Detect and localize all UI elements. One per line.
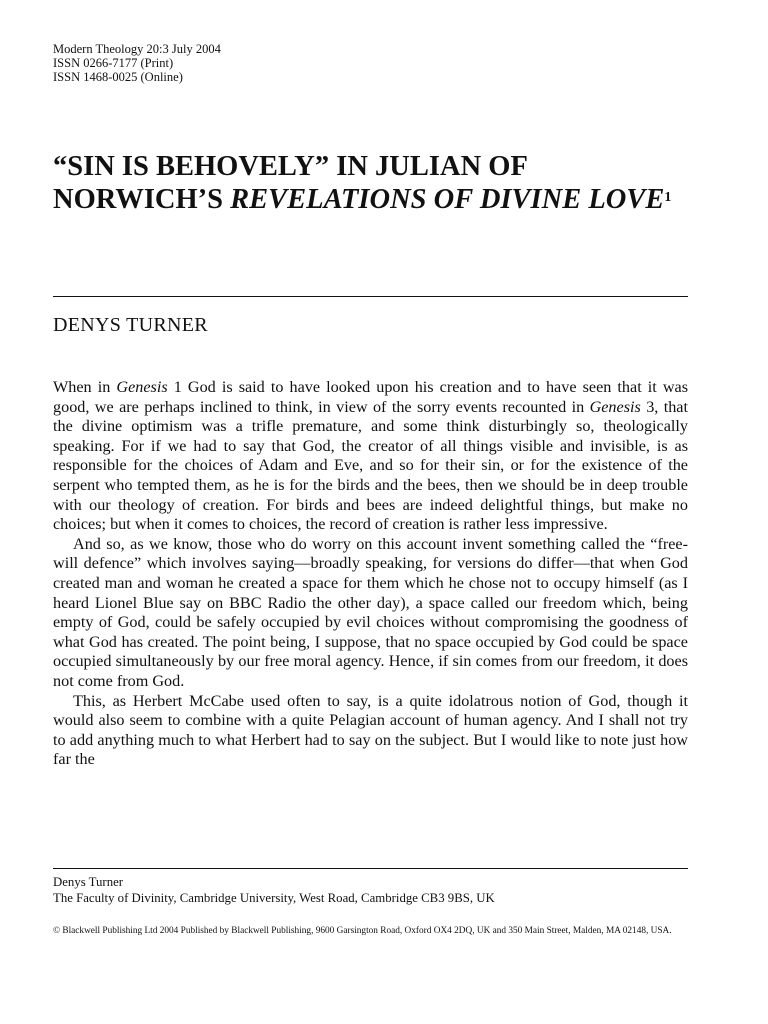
author-name: DENYS TURNER [53, 314, 208, 336]
genesis-ref-1: Genesis [116, 378, 168, 396]
title-rule [53, 296, 688, 297]
paragraph-3: This, as Herbert McCabe used often to say, is a quite idolatrous notion of God, though it would also seem to combine with a quite Pelagian account of human agency. And I shall not try to add anything much to what Herbert had to say on the subject. But I would like to note just how far the [53, 691, 688, 769]
journal-info [53, 42, 221, 84]
footer-rule [53, 868, 688, 869]
article-body [53, 378, 688, 770]
paragraph-1-text-c: 3, that the divine optimism was a trifle premature, and some think disturbingly so, theologically speaking. For if we had to say that God, the creator of all things visible and invisible, is as responsible for the choices of Adam and Eve, and so for their sin, or for the existence of the serpent who tempted them, as he is for the birds and the bees, then we should be in deep trouble with our theology of creation. For birds and bees are indeed delightful things, but make no choices; but when it comes to choices, the record of creation is rather less impressive. [53, 397, 688, 534]
issn-online: ISSN 1468-0025 (Online) [53, 70, 183, 84]
paragraph-1 [53, 378, 688, 535]
author-footer [53, 875, 688, 906]
genesis-ref-3: Genesis [589, 397, 641, 416]
paragraph-1-text-b: 1 God is said to have looked upon his creation and to have seen that it was good, we are perhaps inclined to think, in view of the sorry events recounted in [53, 378, 688, 416]
title-footnote-mark: 1 [664, 190, 672, 205]
paragraph-1-text-a: When in [53, 378, 117, 396]
journal-citation: Modern Theology 20:3 July 2004 [53, 42, 221, 56]
paragraph-2: And so, as we know, those who do worry on this account invent something called the “free-will defence” which involves saying—broadly speaking, for versions do differ—that when God created man and woman he created a space for them which he chose not to occupy himself (as I heard Lionel Blue say on BBC Radio the other day), a space called our freedom which, being empty of God, could be safely occupied by evil choices without compromising the goodness of what God has created. The point being, I suppose, that no space occupied by God could be space occupied simultaneously by our free moral agency. Hence, if sin comes from our freedom, it does not come from God. [53, 534, 688, 690]
issn-print: ISSN 0266-7177 (Print) [53, 56, 174, 70]
title-roman: “SIN IS BEHOVELY” IN JULIAN OF NORWICH’S [53, 151, 527, 215]
footer-affiliation: The Faculty of Divinity, Cambridge University, West Road, Cambridge CB3 9BS, UK [53, 890, 495, 905]
article-title [53, 150, 693, 216]
footer-author-name: Denys Turner [53, 875, 124, 889]
title-italic: REVELATIONS OF DIVINE LOVE [230, 184, 665, 215]
copyright-notice: © Blackwell Publishing Ltd 2004 Published by Blackwell Publishing, 9600 Garsington Road, Oxford OX4 2DQ, UK and 350 Main Street, Malden, MA 02148, USA. [53, 926, 672, 936]
